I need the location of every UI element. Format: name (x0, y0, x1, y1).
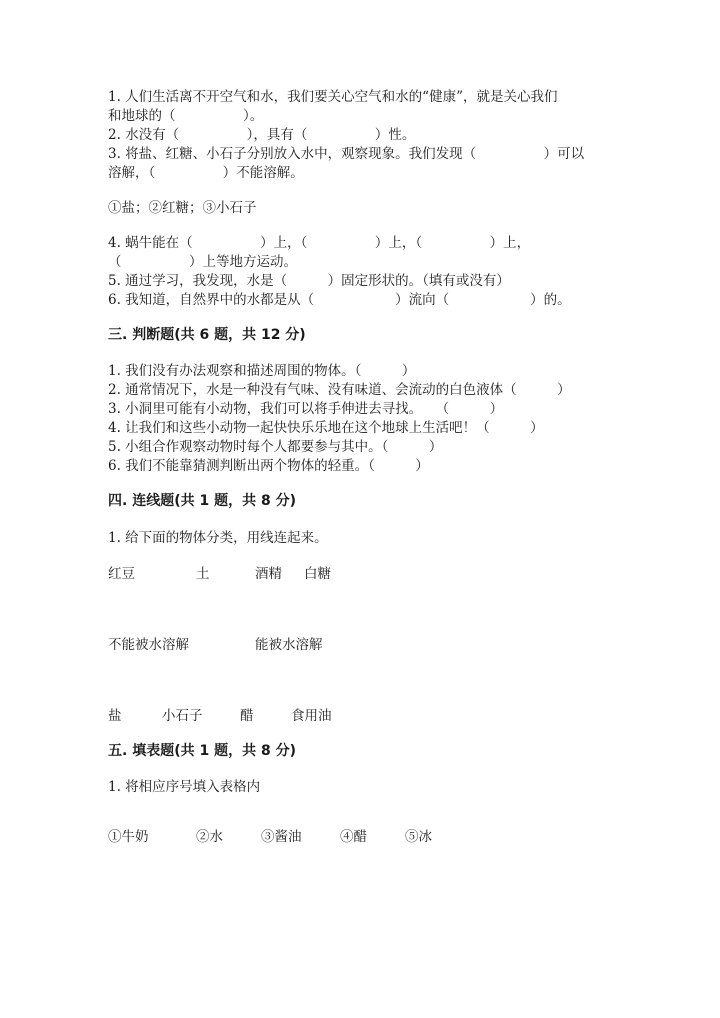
match-top-word: 红豆 (108, 566, 135, 582)
match-category-insoluble: 不能被水溶解 (108, 637, 189, 653)
match-bottom-word: 盐 (108, 708, 122, 724)
judge-heading: 三. 判断题(共 6 题，共 12 分) (108, 327, 306, 343)
match-top-word: 土 (196, 566, 210, 582)
match-category-soluble: 能被水溶解 (255, 637, 323, 653)
table-item: ②水 (196, 829, 223, 845)
judge-item-3: 3. 小洞里可能有小动物，我们可以将手伸进去寻找。 （ ） (108, 401, 504, 417)
match-bottom-word: 食用油 (291, 708, 332, 724)
table-question: 1. 将相应序号填入表格内 (108, 779, 261, 795)
match-question: 1. 给下面的物体分类，用线连起来。 (108, 530, 328, 546)
match-bottom-word: 小石子 (162, 708, 203, 724)
judge-item-6: 6. 我们不能靠猜测判断出两个物体的轻重。（ ） (108, 458, 429, 474)
match-top-word: 白糖 (304, 566, 331, 582)
table-heading: 五. 填表题(共 1 题，共 8 分) (108, 743, 296, 759)
judge-item-1: 1. 我们没有办法观察和描述周围的物体。（ ） (108, 363, 416, 379)
table-item: ①牛奶 (108, 829, 149, 845)
fill-q2: 2. 水没有（ ），具有（ ）性。 (108, 127, 416, 143)
table-item: ⑤冰 (405, 829, 432, 845)
fill-q1-line1: 1. 人们生活离不开空气和水，我们要关心空气和水的“健康”，就是关心我们 (108, 89, 558, 105)
match-bottom-word: 醋 (240, 708, 254, 724)
match-top-word: 酒精 (255, 566, 282, 582)
judge-item-4: 4. 让我们和这些小动物一起快快乐乐地在这个地球上生活吧！（ ） (108, 420, 544, 436)
fill-q5: 5. 通过学习，我发现，水是（ ）固定形状的。（填有或没有） (108, 273, 510, 289)
fill-q4-line1: 4. 蜗牛能在（ ）上，（ ）上，（ ）上， (108, 235, 531, 251)
judge-item-2: 2. 通常情况下，水是一种没有气味、没有味道、会流动的白色液体（ ） (108, 382, 571, 398)
match-heading: 四. 连线题(共 1 题，共 8 分) (108, 493, 296, 509)
fill-q3-line2: 溶解，（ ）不能溶解。 (108, 165, 304, 181)
table-item: ④醋 (340, 829, 367, 845)
fill-q1-line2: 和地球的（ ）。 (108, 108, 264, 124)
judge-item-5: 5. 小组合作观察动物时每个人都要参与其中。（ ） (108, 439, 443, 455)
fill-q6: 6. 我知道，自然界中的水都是从（ ）流向（ ）的。 (108, 292, 571, 308)
fill-q4-line2: （ ）上等地方运动。 (108, 254, 297, 270)
fill-q3-line1: 3. 将盐、红糖、小石子分别放入水中，观察现象。我们发现（ ）可以 (108, 146, 585, 162)
fill-q3-options: ①盐；②红糖；③小石子 (108, 200, 257, 216)
table-item: ③酱油 (261, 829, 302, 845)
